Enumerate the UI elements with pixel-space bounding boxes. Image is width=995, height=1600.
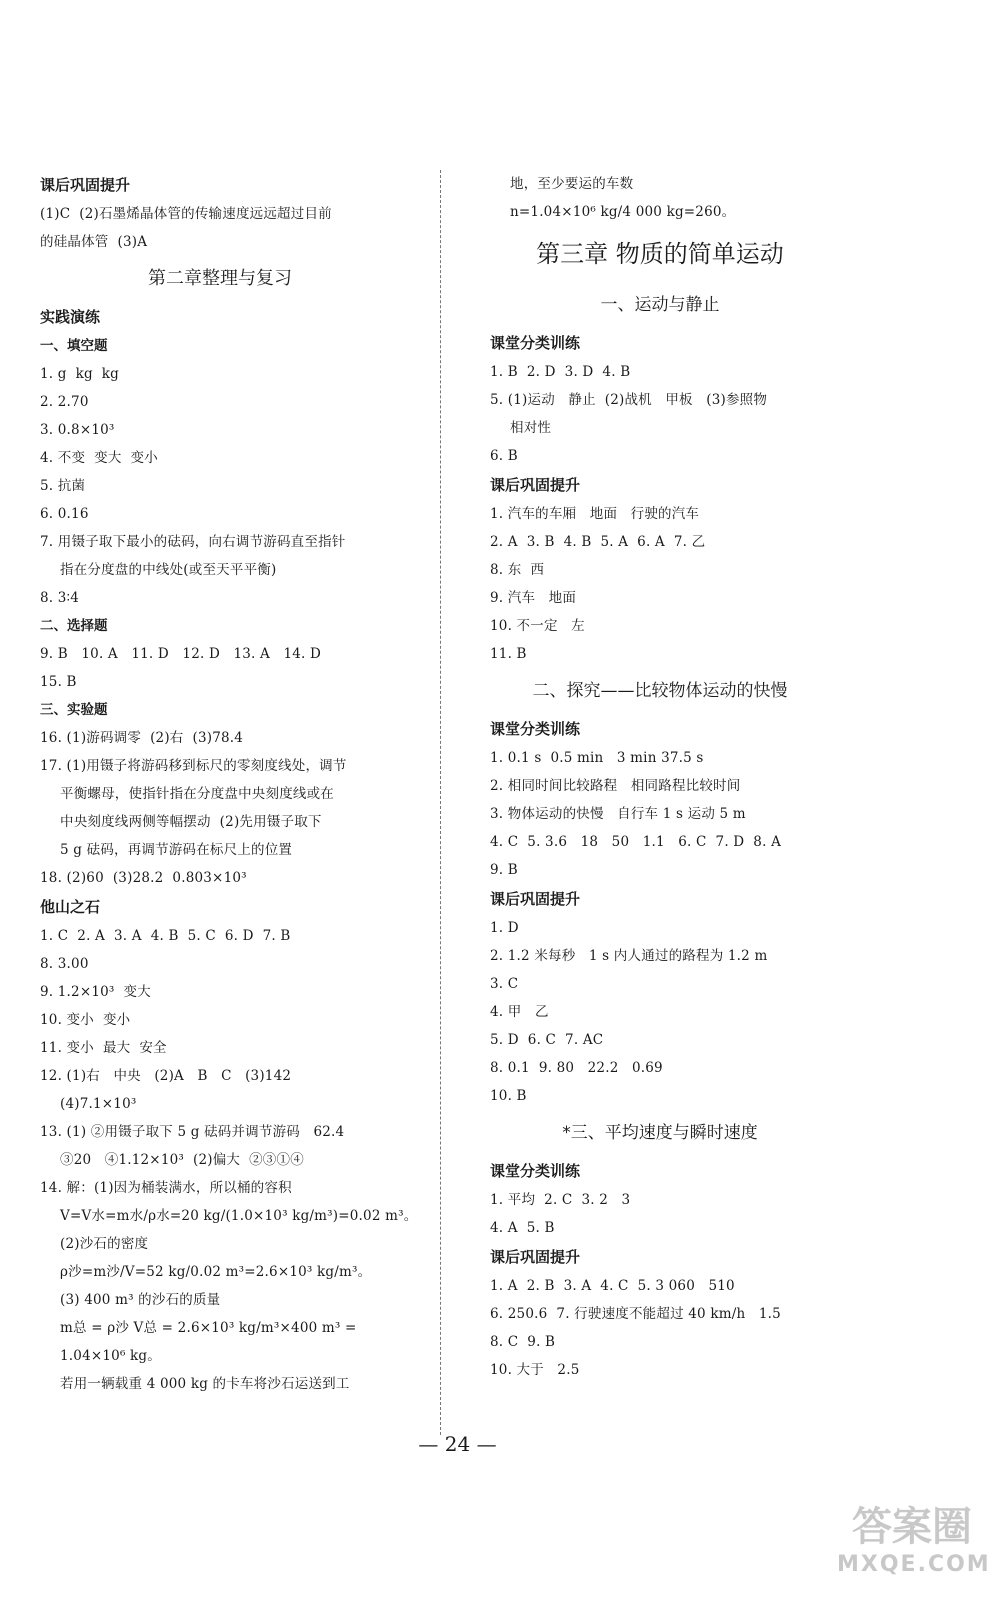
left-line-4: 实践演练	[40, 308, 101, 326]
left-line-37: (2)沙石的密度	[60, 1236, 149, 1252]
right-line-7: 相对性	[510, 420, 552, 436]
left-line-33: 13. (1) ②用镊子取下 5 g 砝码并调节游码 62.4	[40, 1124, 345, 1140]
right-line-8: 6. B	[490, 448, 518, 464]
right-line-13: 9. 汽车 地面	[490, 590, 577, 606]
right-line-15: 11. B	[490, 646, 527, 662]
right-line-27: 4. 甲 乙	[490, 1004, 549, 1020]
right-line-33: 1. 平均 2. C 3. 2 3	[490, 1192, 631, 1208]
left-line-12: 7. 用镊子取下最小的砝码，向右调节游码直至指针	[40, 534, 346, 550]
left-line-17: 15. B	[40, 674, 77, 690]
right-line-32: 课堂分类训练	[490, 1162, 581, 1180]
left-line-31: 12. (1)右 中央 (2)A B C (3)142	[40, 1068, 292, 1084]
right-line-39: 10. 大于 2.5	[490, 1362, 580, 1378]
left-line-39: (3) 400 m³ 的沙石的质量	[60, 1292, 221, 1308]
left-line-32: (4)7.1×10³	[60, 1096, 137, 1112]
left-line-16: 9. B 10. A 11. D 12. D 13. A 14. D	[40, 646, 322, 662]
left-line-8: 3. 0.8×10³	[40, 422, 115, 438]
right-line-37: 6. 250.6 7. 行驶速度不能超过 40 km/h 1.5	[490, 1306, 781, 1322]
right-line-11: 2. A 3. B 4. B 5. A 6. A 7. 乙	[490, 534, 706, 550]
left-line-30: 11. 变小 最大 安全	[40, 1040, 167, 1056]
left-line-18: 三、实验题	[40, 702, 108, 718]
right-line-17: 课堂分类训练	[490, 720, 581, 738]
right-line-12: 8. 东 西	[490, 562, 545, 578]
left-column	[40, 170, 418, 1398]
right-line-6: 5. (1)运动 静止 (2)战机 甲板 (3)参照物	[490, 392, 768, 408]
left-line-26: 1. C 2. A 3. A 4. B 5. C 6. D 7. B	[40, 928, 291, 944]
right-line-36: 1. A 2. B 3. A 4. C 5. 3 060 510	[490, 1278, 735, 1294]
right-line-22: 9. B	[490, 862, 518, 878]
right-line-18: 1. 0.1 s 0.5 min 3 min 37.5 s	[490, 750, 704, 766]
right-line-23: 课后巩固提升	[490, 890, 581, 908]
left-line-35: 14. 解：(1)因为桶装满水，所以桶的容积	[40, 1180, 292, 1196]
right-line-25: 2. 1.2 米每秒 1 s 内人通过的路程为 1.2 m	[490, 948, 768, 964]
right-line-20: 3. 物体运动的快慢 自行车 1 s 运动 5 m	[490, 806, 746, 822]
right-line-10: 1. 汽车的车厢 地面 行驶的汽车	[490, 506, 700, 522]
right-line-24: 1. D	[490, 920, 519, 936]
left-line-36: V=V水=m水/ρ水=20 kg/(1.0×10³ kg/m³)=0.02 m³。	[60, 1208, 418, 1224]
left-line-9: 4. 不变 变大 变小	[40, 450, 158, 466]
left-line-42: 若用一辆载重 4 000 kg 的卡车将沙石运送到工	[60, 1376, 350, 1392]
left-line-5: 一、填空题	[40, 338, 108, 354]
left-line-28: 9. 1.2×10³ 变大	[40, 984, 151, 1000]
right-line-19: 2. 相同时间比较路程 相同路程比较时间	[490, 778, 741, 794]
right-line-34: 4. A 5. B	[490, 1220, 555, 1236]
watermark-logo	[837, 1502, 991, 1592]
right-line-31: *三、平均速度与瞬时速度	[562, 1123, 758, 1143]
right-line-9: 课后巩固提升	[490, 476, 581, 494]
left-line-40: m总 = ρ沙 V总 = 2.6×10³ kg/m³×400 m³ =	[60, 1320, 357, 1336]
right-line-35: 课后巩固提升	[490, 1248, 581, 1266]
left-line-22: 中央刻度线两侧等幅摆动 (2)先用镊子取下	[60, 814, 322, 830]
right-line-29: 8. 0.1 9. 80 22.2 0.69	[490, 1060, 663, 1076]
left-line-34: ③20 ④1.12×10³ (2)偏大 ②③①④	[60, 1152, 304, 1168]
right-line-21: 4. C 5. 3.6 18 50 1.1 6. C 7. D 8. A	[490, 834, 782, 850]
left-line-0: 课后巩固提升	[40, 176, 131, 194]
left-line-23: 5 g 砝码，再调节游码在标尺上的位置	[60, 842, 293, 858]
right-line-14: 10. 不一定 左	[490, 618, 585, 634]
right-line-2: 第三章 物质的简单运动	[536, 240, 784, 268]
left-line-2: 的硅晶体管 (3)A	[40, 234, 148, 250]
left-line-1: (1)C (2)石墨烯晶体管的传输速度远远超过目前	[40, 206, 332, 222]
left-line-38: ρ沙=m沙/V=52 kg/0.02 m³=2.6×10³ kg/m³。	[60, 1264, 372, 1280]
column-divider	[440, 170, 441, 1435]
right-line-1: n=1.04×10⁶ kg/4 000 kg=260。	[510, 204, 736, 220]
page-number: — 24 —	[418, 1432, 497, 1456]
left-line-15: 二、选择题	[40, 618, 108, 634]
right-line-4: 课堂分类训练	[490, 334, 581, 352]
left-line-14: 8. 3∶4	[40, 590, 80, 606]
right-line-30: 10. B	[490, 1088, 527, 1104]
left-line-6: 1. g kg kg	[40, 366, 120, 382]
left-line-20: 17. (1)用镊子将游码移到标尺的零刻度线处，调节	[40, 758, 347, 774]
left-line-11: 6. 0.16	[40, 506, 89, 522]
watermark-title: 答案圈	[852, 1504, 972, 1550]
right-line-0: 地，至少要运的车数	[510, 176, 634, 192]
left-line-21: 平衡螺母，使指针指在分度盘中央刻度线或在	[60, 786, 334, 802]
right-line-16: 二、探究——比较物体运动的快慢	[532, 681, 788, 701]
right-line-3: 一、运动与静止	[600, 295, 720, 315]
right-line-26: 3. C	[490, 976, 519, 992]
left-line-7: 2. 2.70	[40, 394, 89, 410]
right-line-38: 8. C 9. B	[490, 1334, 556, 1350]
right-line-5: 1. B 2. D 3. D 4. B	[490, 364, 631, 380]
right-line-28: 5. D 6. C 7. AC	[490, 1032, 604, 1048]
left-line-13: 指在分度盘的中线处(或至天平平衡)	[60, 562, 277, 578]
right-column	[490, 170, 830, 1384]
left-line-27: 8. 3.00	[40, 956, 89, 972]
left-line-3: 第二章整理与复习	[148, 268, 292, 289]
left-line-29: 10. 变小 变小	[40, 1012, 131, 1028]
watermark-url: MXQE.COM	[837, 1552, 991, 1577]
left-line-24: 18. (2)60 (3)28.2 0.803×10³	[40, 870, 247, 886]
left-line-10: 5. 抗菌	[40, 478, 86, 494]
left-line-25: 他山之石	[40, 898, 101, 916]
left-line-19: 16. (1)游码调零 (2)右 (3)78.4	[40, 730, 244, 746]
left-line-41: 1.04×10⁶ kg。	[60, 1348, 161, 1364]
